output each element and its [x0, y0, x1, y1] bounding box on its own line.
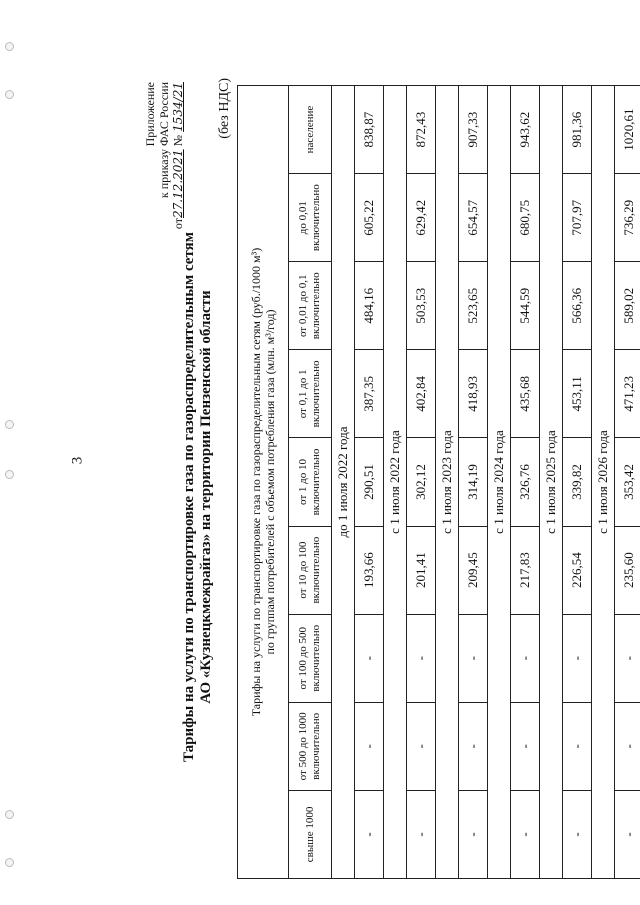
tariff-cell: - [355, 702, 384, 790]
tariff-cell: 838,87 [355, 86, 384, 174]
tariff-cell: - [563, 702, 592, 790]
appendix-line1: Приложение [143, 82, 157, 147]
tariff-cell: - [615, 790, 640, 878]
page-number: 3 [69, 456, 86, 465]
tariff-cell: 589,02 [615, 262, 640, 350]
handwritten-date: 27.12.2021 [171, 149, 185, 219]
tariff-cell: 907,33 [459, 86, 488, 174]
column-header: от 0,01 до 0,1 включительно [289, 262, 332, 350]
period-row: с 1 июля 2026 года [592, 86, 615, 879]
column-header: от 0,1 до 1 включительно [289, 350, 332, 438]
tariff-cell: 290,51 [355, 438, 384, 526]
column-header: население [289, 86, 332, 174]
period-row: с 1 июля 2025 года [540, 86, 563, 879]
tariff-cell: 453,11 [563, 350, 592, 438]
tariff-cell: 872,43 [407, 86, 436, 174]
tariff-cell: - [511, 614, 540, 702]
table-row [407, 86, 436, 879]
tariff-cell: - [459, 702, 488, 790]
tariff-cell: 387,35 [355, 350, 384, 438]
period-row: с 1 июля 2024 года [488, 86, 511, 879]
tariff-cell: 339,82 [563, 438, 592, 526]
title-line1: Тарифы на услуги по транспортировке газа по газораспределительным сетям [181, 232, 197, 762]
tariff-table [237, 85, 640, 879]
punch-hole [5, 858, 14, 867]
tariff-cell: 471,23 [615, 350, 640, 438]
vat-note: (без НДС) [217, 78, 232, 139]
period-row: с 1 июля 2022 года [384, 86, 407, 879]
tariff-cell: 943,62 [511, 86, 540, 174]
tariff-cell: 226,54 [563, 526, 592, 614]
tariff-cell: 418,93 [459, 350, 488, 438]
tariff-cell: 981,36 [563, 86, 592, 174]
document-body [143, 72, 636, 887]
tariff-cell: - [615, 702, 640, 790]
tariff-cell: 544,59 [511, 262, 540, 350]
punch-hole [5, 90, 14, 99]
tariff-cell: - [459, 614, 488, 702]
tariff-cell: 503,53 [407, 262, 436, 350]
tariff-cell: - [511, 790, 540, 878]
column-header: от 100 до 500 включительно [289, 614, 332, 702]
tariff-cell: - [407, 702, 436, 790]
tariff-cell: 302,12 [407, 438, 436, 526]
tariff-cell: 402,84 [407, 350, 436, 438]
tariff-cell: 654,57 [459, 174, 488, 262]
tariff-cell: 314,19 [459, 438, 488, 526]
tariff-cell: 235,60 [615, 526, 640, 614]
table-row [355, 86, 384, 879]
tariff-cell: 193,66 [355, 526, 384, 614]
tariff-cell: - [615, 614, 640, 702]
appendix-block [143, 82, 185, 332]
tariff-cell: 523,65 [459, 262, 488, 350]
document-title [181, 107, 215, 887]
tariff-cell: 353,42 [615, 438, 640, 526]
tariff-cell: 435,68 [511, 350, 540, 438]
tariff-cell: 629,42 [407, 174, 436, 262]
tariff-cell: - [407, 614, 436, 702]
punch-hole [5, 470, 14, 479]
tariff-cell: - [459, 790, 488, 878]
table-row [511, 86, 540, 879]
tariff-cell: 680,75 [511, 174, 540, 262]
tariff-cell: - [563, 790, 592, 878]
tariff-cell: 209,45 [459, 526, 488, 614]
tariff-cell: - [563, 614, 592, 702]
punch-hole [5, 810, 14, 819]
appendix-line2: к приказу ФАС России [157, 82, 171, 199]
title-line2: АО «Кузнецкмежрайгаз» на территории Пензенской области [198, 290, 214, 704]
tariff-cell: - [355, 614, 384, 702]
tariff-cell: - [511, 702, 540, 790]
table-row [459, 86, 488, 879]
tariff-cell: - [355, 790, 384, 878]
tariff-cell: 566,36 [563, 262, 592, 350]
table-main-header: Тарифы на услуги по транспортировке газа по газораспределительным сетям (руб./1000 м³) по группам потребителей с объемом потребления газа (млн. м³/год) [238, 86, 289, 879]
tariff-cell: - [407, 790, 436, 878]
handwritten-number: 1534/21 [171, 82, 185, 132]
column-header: от 1 до 10 включительно [289, 438, 332, 526]
tariff-cell: 217,83 [511, 526, 540, 614]
column-header: до 0,01 включительно [289, 174, 332, 262]
tariff-cell: 605,22 [355, 174, 384, 262]
punch-hole [5, 420, 14, 429]
table-row [615, 86, 640, 879]
tariff-cell: 1020,61 [615, 86, 640, 174]
appendix-line3: от27.12.2021 № 1534/21 [171, 82, 185, 230]
tariff-cell: 736,29 [615, 174, 640, 262]
tariff-cell: 484,16 [355, 262, 384, 350]
period-row: до 1 июля 2022 года [332, 86, 355, 879]
column-header: от 10 до 100 включительно [289, 526, 332, 614]
tariff-cell: 201,41 [407, 526, 436, 614]
tariff-cell: 326,76 [511, 438, 540, 526]
column-header: от 500 до 1000 включительно [289, 702, 332, 790]
column-header: свыше 1000 [289, 790, 332, 878]
period-row: с 1 июля 2023 года [436, 86, 459, 879]
table-row [563, 86, 592, 879]
tariff-cell: 707,97 [563, 174, 592, 262]
punch-hole [5, 42, 14, 51]
